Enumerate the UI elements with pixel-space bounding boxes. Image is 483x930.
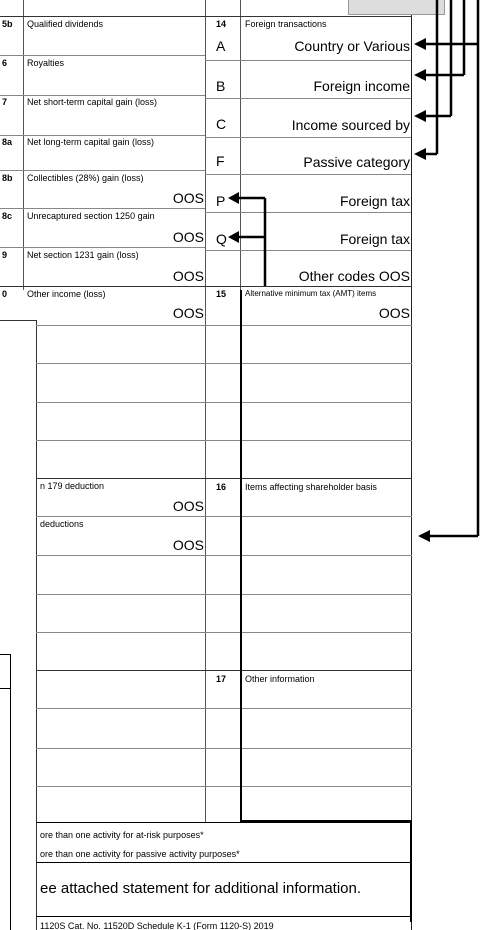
line-15-number: 15 (216, 289, 227, 299)
line-8a-number: 8a (2, 137, 13, 147)
line-7-number: 7 (2, 97, 8, 107)
line-16-label: Items affecting shareholder basis (245, 482, 377, 492)
code-b: B (216, 78, 226, 94)
line-9-number: 9 (2, 250, 8, 260)
line-8b-number: 8b (2, 173, 13, 183)
code-q: Q (216, 231, 227, 247)
line-8c-label: Unrecaptured section 1250 gain (27, 211, 155, 221)
line-12-label: deductions (40, 519, 84, 529)
line-7-label: Net short-term capital gain (loss) (27, 97, 158, 107)
line-8a-label: Net long-term capital gain (loss) (27, 137, 155, 147)
line-8c-number: 8c (2, 211, 13, 221)
line-11-label: n 179 deduction (40, 481, 105, 491)
code-p-text: Foreign tax (339, 193, 410, 209)
line-17-label: Other information (245, 674, 315, 684)
code-b-text: Foreign income (313, 78, 410, 94)
line-9-value: OOS (172, 268, 204, 284)
line-10-value: OOS (172, 305, 204, 321)
code-p: P (216, 193, 226, 209)
code-c-text: Income sourced by (291, 117, 410, 133)
code-f: F (216, 153, 225, 169)
line-14-number: 14 (216, 19, 227, 29)
line-17-number: 17 (216, 674, 227, 684)
code-q-text: Foreign tax (339, 231, 410, 247)
line-12-value: OOS (172, 537, 204, 553)
line-5b-label: Qualified dividends (27, 19, 104, 29)
line-14-label: Foreign transactions (245, 19, 327, 29)
atrisk-checkbox-label: ore than one activity for at-risk purposes* (40, 830, 204, 840)
line-6-number: 6 (2, 58, 8, 68)
line-6-label: Royalties (27, 58, 65, 68)
line-10-label: Other income (loss) (27, 289, 106, 299)
code-f-text: Passive category (303, 154, 410, 170)
line-8b-label: Collectibles (28%) gain (loss) (27, 173, 144, 183)
attached-statement-note: ee attached statement for additional information. (40, 880, 362, 897)
line-8c-value: OOS (172, 229, 204, 245)
line-10-number: 0 (2, 289, 8, 299)
line-5b-number: 5b (2, 19, 13, 29)
line-11-value: OOS (172, 498, 204, 514)
form-footer: 1120S Cat. No. 11520D Schedule K-1 (Form 1120-S) 2019 (40, 921, 274, 930)
line-15-label: Alternative minimum tax (AMT) items (245, 289, 377, 298)
line-16-number: 16 (216, 482, 227, 492)
other-codes-text: Other codes OOS (298, 268, 410, 284)
line-9-label: Net section 1231 gain (loss) (27, 250, 139, 260)
passive-checkbox-label: ore than one activity for passive activity purposes* (40, 849, 240, 859)
line-8b-value: OOS (172, 190, 204, 206)
code-a: A (216, 38, 226, 54)
code-a-text: Country or Various (294, 38, 410, 54)
line-15-value: OOS (378, 305, 410, 321)
code-c: C (216, 116, 227, 132)
